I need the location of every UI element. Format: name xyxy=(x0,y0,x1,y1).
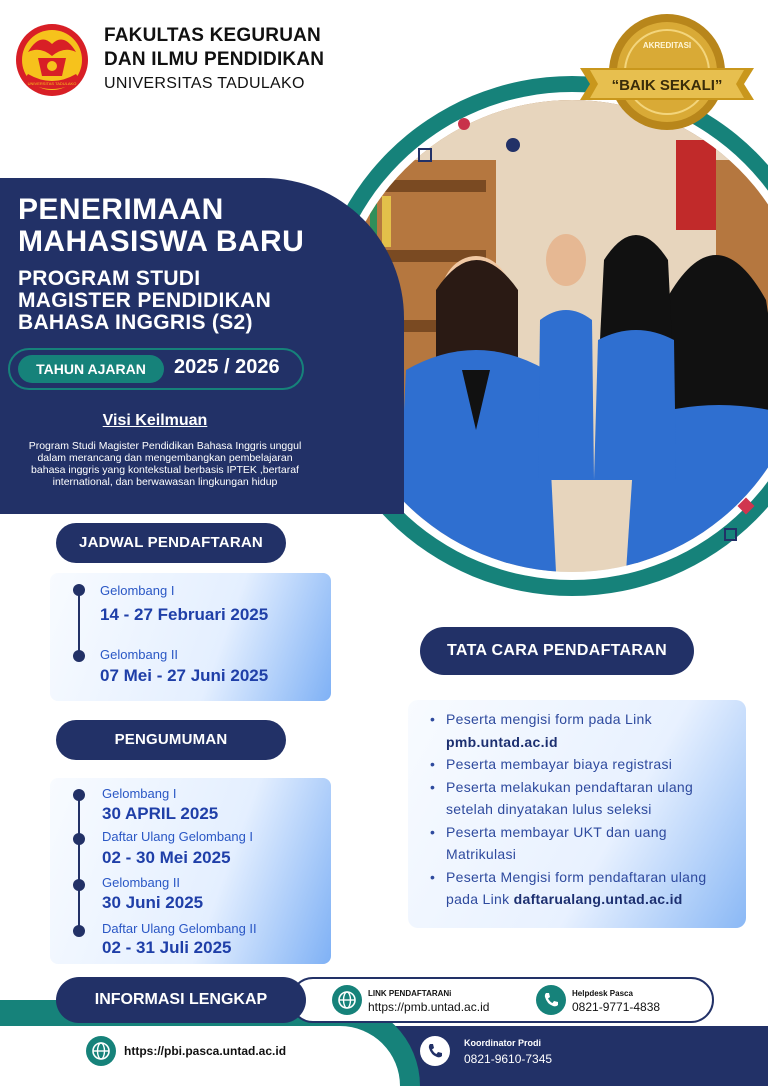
jadwal-label-1: Gelombang I xyxy=(100,583,175,598)
main-title-line1: PENERIMAAN xyxy=(18,193,224,226)
step5-link[interactable]: daftarualang.untad.ac.id xyxy=(513,891,683,907)
badge-top-text: AKREDITASI xyxy=(642,41,692,50)
jadwal-timeline xyxy=(78,590,80,656)
pengumuman-value-4: 02 - 31 Juli 2025 xyxy=(102,938,232,957)
main-title xyxy=(18,194,338,258)
university-name: UNIVERSITAS TADULAKO xyxy=(104,75,305,92)
program-title xyxy=(18,268,318,334)
jadwal-label-2: Gelombang II xyxy=(100,647,179,662)
jadwal-title: JADWAL PENDAFTARAN xyxy=(56,523,286,563)
main-title-line2: MAHASISWA BARU xyxy=(18,225,305,258)
program-line3: BAHASA INGGRIS (S2) xyxy=(18,311,253,334)
tata-cara-step-1 xyxy=(428,708,738,753)
koordinator-phone-icon xyxy=(420,1036,450,1066)
deco-square-outline-2 xyxy=(724,528,737,541)
link-pendaftaran-value[interactable]: https://pmb.untad.ac.id xyxy=(368,1000,490,1014)
tata-cara-step-3: • Peserta melakukan pendaftaran ulang setelah dinyatakan lulus seleksi xyxy=(428,776,738,821)
pengumuman-label-1: Gelombang I xyxy=(102,786,177,801)
pengumuman-value-3: 30 Juni 2025 xyxy=(102,893,204,912)
tahun-ajaran-label: TAHUN AJARAN xyxy=(18,355,164,383)
informasi-lengkap-label: INFORMASI LENGKAP xyxy=(56,977,306,1023)
jadwal-dot-1 xyxy=(73,584,85,596)
tahun-ajaran-value: 2025 / 2026 xyxy=(174,356,280,378)
koordinator-label: Koordinator Prodi xyxy=(464,1038,541,1048)
deco-dot-red xyxy=(458,118,470,130)
tata-cara-list xyxy=(428,708,738,911)
globe-icon xyxy=(332,985,362,1015)
badge-rating: “BAIK SEKALI” xyxy=(611,77,723,94)
deco-square-outline xyxy=(418,148,432,162)
helpdesk-label: Helpdesk Pasca xyxy=(572,989,633,998)
website-link[interactable]: https://pbi.pasca.untad.ac.id xyxy=(124,1044,287,1058)
tata-cara-step-4: • Peserta membayar UKT dan uang Matrikulasi xyxy=(428,821,738,866)
jadwal-value-1: 14 - 27 Februari 2025 xyxy=(100,605,269,624)
accreditation-badge xyxy=(576,10,758,140)
koordinator-value[interactable]: 0821-9610-7345 xyxy=(464,1052,553,1066)
visi-title: Visi Keilmuan xyxy=(102,412,208,429)
pengumuman-label-4: Daftar Ulang Gelombang II xyxy=(102,921,257,936)
tata-cara-title: TATA CARA PENDAFTARAN xyxy=(420,627,694,675)
step1-text: Peserta mengisi form pada Link xyxy=(446,711,652,727)
pengumuman-value-1: 30 APRIL 2025 xyxy=(102,804,219,823)
faculty-name xyxy=(104,24,404,94)
tata-cara-step-2: • Peserta membayar biaya registrasi xyxy=(428,753,738,776)
jadwal-value-2: 07 Mei - 27 Juni 2025 xyxy=(100,666,269,685)
university-logo xyxy=(14,22,90,98)
pengumuman-dot-4 xyxy=(73,925,85,937)
jadwal-dot-2 xyxy=(73,650,85,662)
pengumuman-dot-1 xyxy=(73,789,85,801)
link-pendaftaran-label: LINK PENDAFTARANi xyxy=(368,989,452,998)
faculty-line1: FAKULTAS KEGURUAN xyxy=(104,25,321,46)
pengumuman-dot-2 xyxy=(73,833,85,845)
pengumuman-timeline xyxy=(78,795,80,931)
faculty-line2: DAN ILMU PENDIDIKAN xyxy=(104,49,325,70)
logo-caption: UNIVERSITAS TADULAKO xyxy=(27,81,77,86)
step1-link[interactable]: pmb.untad.ac.id xyxy=(446,733,558,750)
program-line1: PROGRAM STUDI xyxy=(18,267,201,290)
pengumuman-dot-3 xyxy=(73,879,85,891)
pengumuman-label-2: Daftar Ulang Gelombang I xyxy=(102,829,254,844)
phone-icon xyxy=(536,985,566,1015)
website-globe-icon xyxy=(86,1036,116,1066)
deco-dot-navy xyxy=(506,138,520,152)
program-line2: MAGISTER PENDIDIKAN xyxy=(18,289,272,312)
pengumuman-value-2: 02 - 30 Mei 2025 xyxy=(102,848,231,867)
pengumuman-label-3: Gelombang II xyxy=(102,875,181,890)
helpdesk-value[interactable]: 0821-9771-4838 xyxy=(572,1000,661,1014)
pengumuman-title: PENGUMUMAN xyxy=(56,720,286,760)
visi-text: Program Studi Magister Pendidikan Bahasa Inggris unggul dalam merancang dan mengembangkan pembelajaran bahasa inggris yang kontekstual berbasis IPTEK ,bertaraf international, dan berwawasan lingkungan hidup xyxy=(28,440,302,488)
step5-text: Peserta Mengisi form pendaftaran ulang pada Link xyxy=(446,868,707,907)
tata-cara-step-5 xyxy=(428,866,738,911)
